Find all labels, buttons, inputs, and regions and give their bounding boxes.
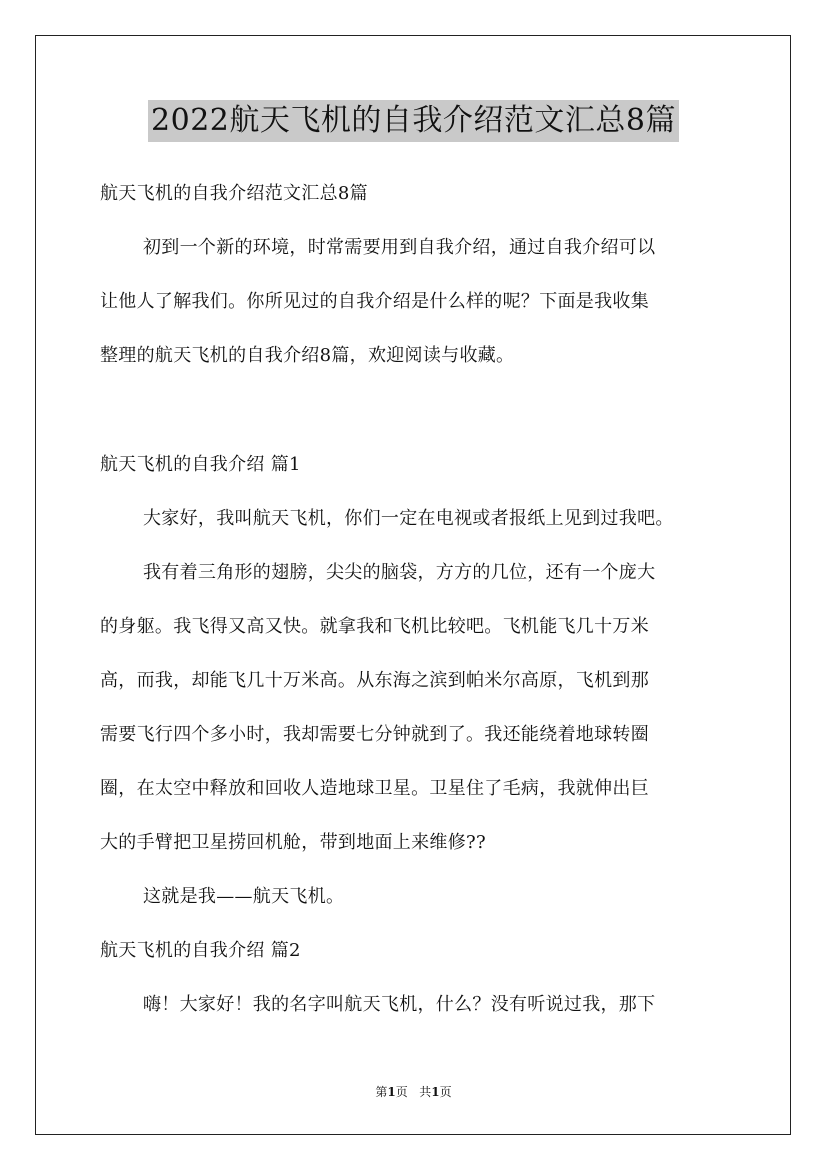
footer-total-number: 1 [431,1085,440,1099]
document-title: 2022航天飞机的自我介绍范文汇总8篇 [148,100,679,142]
section1-heading: 航天飞机的自我介绍 篇1 [100,454,301,475]
section2-line-1: 嗨！大家好！我的名字叫航天飞机，什么？没有听说过我，那下 [143,994,656,1015]
section1-line-4: 高，而我，却能飞几十万米高。从东海之滨到帕米尔高原，飞机到那 [100,670,649,691]
section1-line-1: 大家好，我叫航天飞机，你们一定在电视或者报纸上见到过我吧。 [143,508,674,529]
intro-line-1: 初到一个新的环境，时常需要用到自我介绍，通过自我介绍可以 [143,237,656,258]
intro-line-2: 让他人了解我们。你所见过的自我介绍是什么样的呢？下面是我收集 [100,291,649,312]
footer-total-suffix: 页 [439,1085,452,1099]
footer-page-number: 1 [387,1085,396,1099]
footer-page-suffix: 页 [395,1085,408,1099]
footer-total-prefix: 共 [419,1085,432,1099]
intro-line-3: 整理的航天飞机的自我介绍8篇，欢迎阅读与收藏。 [100,345,515,366]
document-subtitle: 航天飞机的自我介绍范文汇总8篇 [100,183,368,204]
section1-line-8: 这就是我——航天飞机。 [143,886,345,907]
title-container [0,100,827,142]
footer-page-prefix: 第 [375,1085,388,1099]
section1-line-6: 圈，在太空中释放和回收人造地球卫星。卫星住了毛病，我就伸出巨 [100,778,649,799]
page-footer [0,1083,827,1100]
section1-line-5: 需要飞行四个多小时，我却需要七分钟就到了。我还能绕着地球转圈 [100,724,649,745]
section1-line-2: 我有着三角形的翅膀，尖尖的脑袋，方方的几位，还有一个庞大 [143,562,656,583]
section2-heading: 航天飞机的自我介绍 篇2 [100,940,301,961]
section1-line-7: 大的手臂把卫星捞回机舱，带到地面上来维修?? [100,832,486,853]
section1-line-3: 的身躯。我飞得又高又快。就拿我和飞机比较吧。飞机能飞几十万米 [100,616,649,637]
